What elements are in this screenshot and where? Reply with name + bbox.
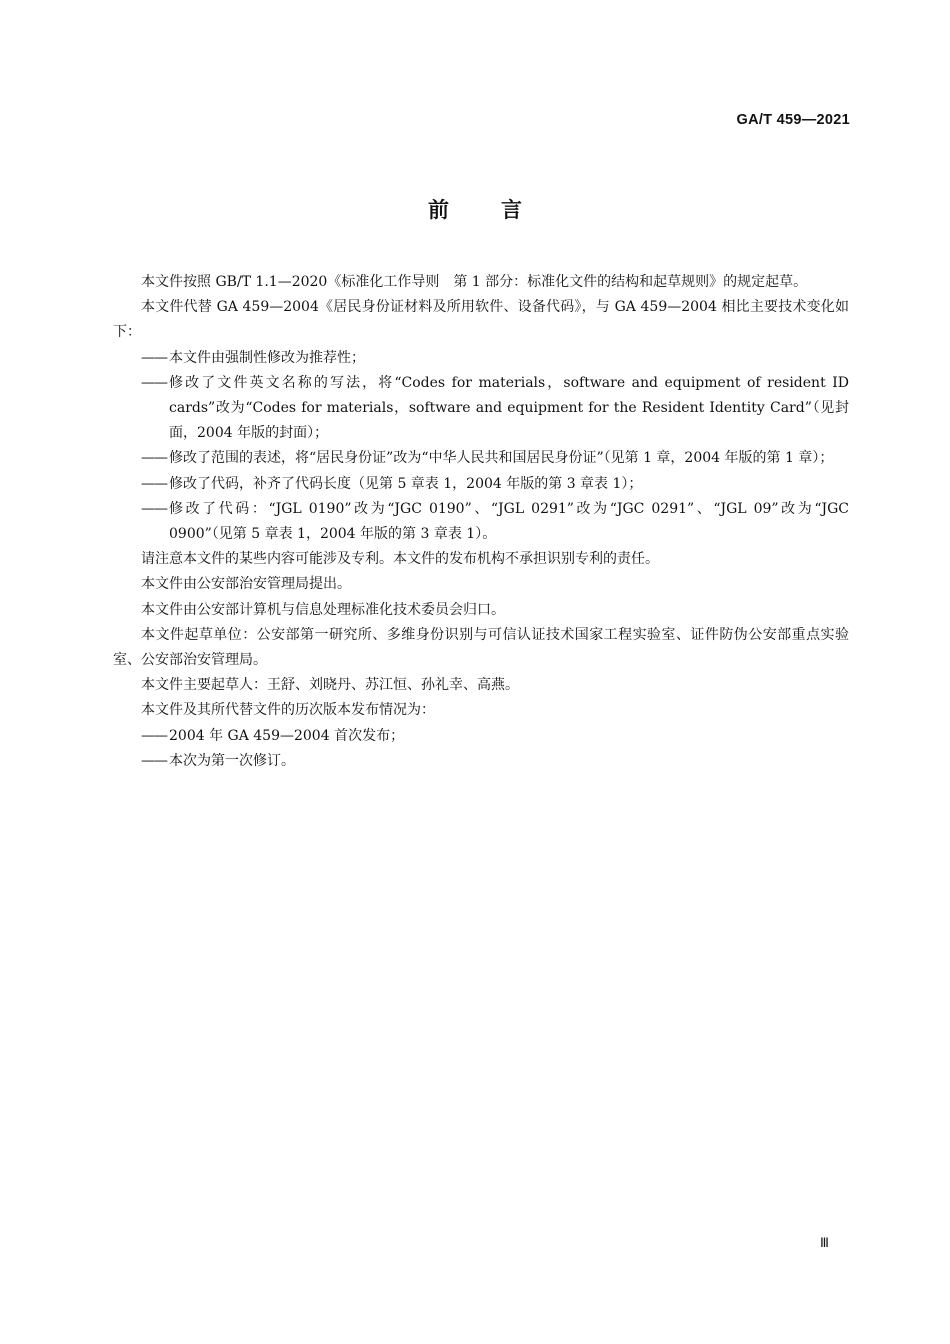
dash-marker: —— [141,500,167,517]
paragraph-drafters: 本文件主要起草人：王舒、刘晓丹、苏江恒、孙礼幸、高燕。 [141,677,519,694]
list-item-change [113,446,849,471]
list-item-text: 2004 年 GA 459—2004 首次发布； [169,727,405,744]
page-number: Ⅲ [820,1235,829,1250]
dash-marker: —— [141,752,167,769]
dash-marker: —— [141,475,167,492]
dash-marker: —— [141,349,167,366]
list-item-change [113,472,849,497]
document-number: GA/T 459—2021 [736,112,850,128]
paragraph-patent-notice: 请注意本文件的某些内容可能涉及专利。本文件的发布机构不承担识别专利的责任。 [141,551,659,568]
paragraph-proposed-by: 本文件由公安部治安管理局提出。 [141,576,351,593]
dash-marker: —— [141,374,167,391]
list-item-text: 本次为第一次修订。 [169,752,295,769]
list-item-text: 本文件由强制性修改为推荐性； [169,349,365,366]
list-item-text: 修改了范围的表述，将“居民身份证”改为“中华人民共和国居民身份证”（见第 1 章，2004 年版的第 1 章）； [169,450,834,467]
list-item-history [113,749,849,774]
list-item-text: 修改了代码，补齐了代码长度（见第 5 章表 1，2004 年版的第 3 章表 1）； [169,475,643,492]
paragraph-drafting-rules: 本文件按照 GB/T 1.1—2020《标准化工作导则 第 1 部分：标准化文件的结构和起草规则》的规定起草。 [141,274,808,290]
list-item-change [113,371,849,447]
dash-marker: —— [141,450,167,467]
list-item-text: 修改了文件英文名称的写法，将“Codes for materials，software and equipment of resident ID cards”改为“Codes for materials，software and equipment for the Resident Identity Card”（见封面，2004 年版的封面）； [169,374,849,442]
paragraph-governed-by: 本文件由公安部计算机与信息处理标准化技术委员会归口。 [141,601,505,618]
paragraph-version-history: 本文件及其所代替文件的历次版本发布情况为： [141,702,435,719]
list-item-text: 修改了代码：“JGL 0190”改为“JGC 0190”、“JGL 0291”改为“JGC 0291”、“JGL 09”改为“JGC 0900”（见第 5 章表 1，2004 年版的第 3 章表 1）。 [169,500,849,543]
dash-marker: —— [141,727,167,744]
list-item-change [113,346,849,371]
paragraph-drafting-units: 本文件起草单位：公安部第一研究所、多维身份识别与可信认证技术国家工程实验室、证件防伪公安部重点实验室、公安部治安管理局。 [113,626,849,669]
list-item-change [113,497,849,547]
body-text [113,270,849,774]
list-item-history [113,724,849,749]
page-title: 前言 [428,198,574,222]
paragraph-replacement: 本文件代替 GA 459—2004《居民身份证材料及所用软件、设备代码》，与 GA 459—2004 相比主要技术变化如下： [113,299,849,341]
